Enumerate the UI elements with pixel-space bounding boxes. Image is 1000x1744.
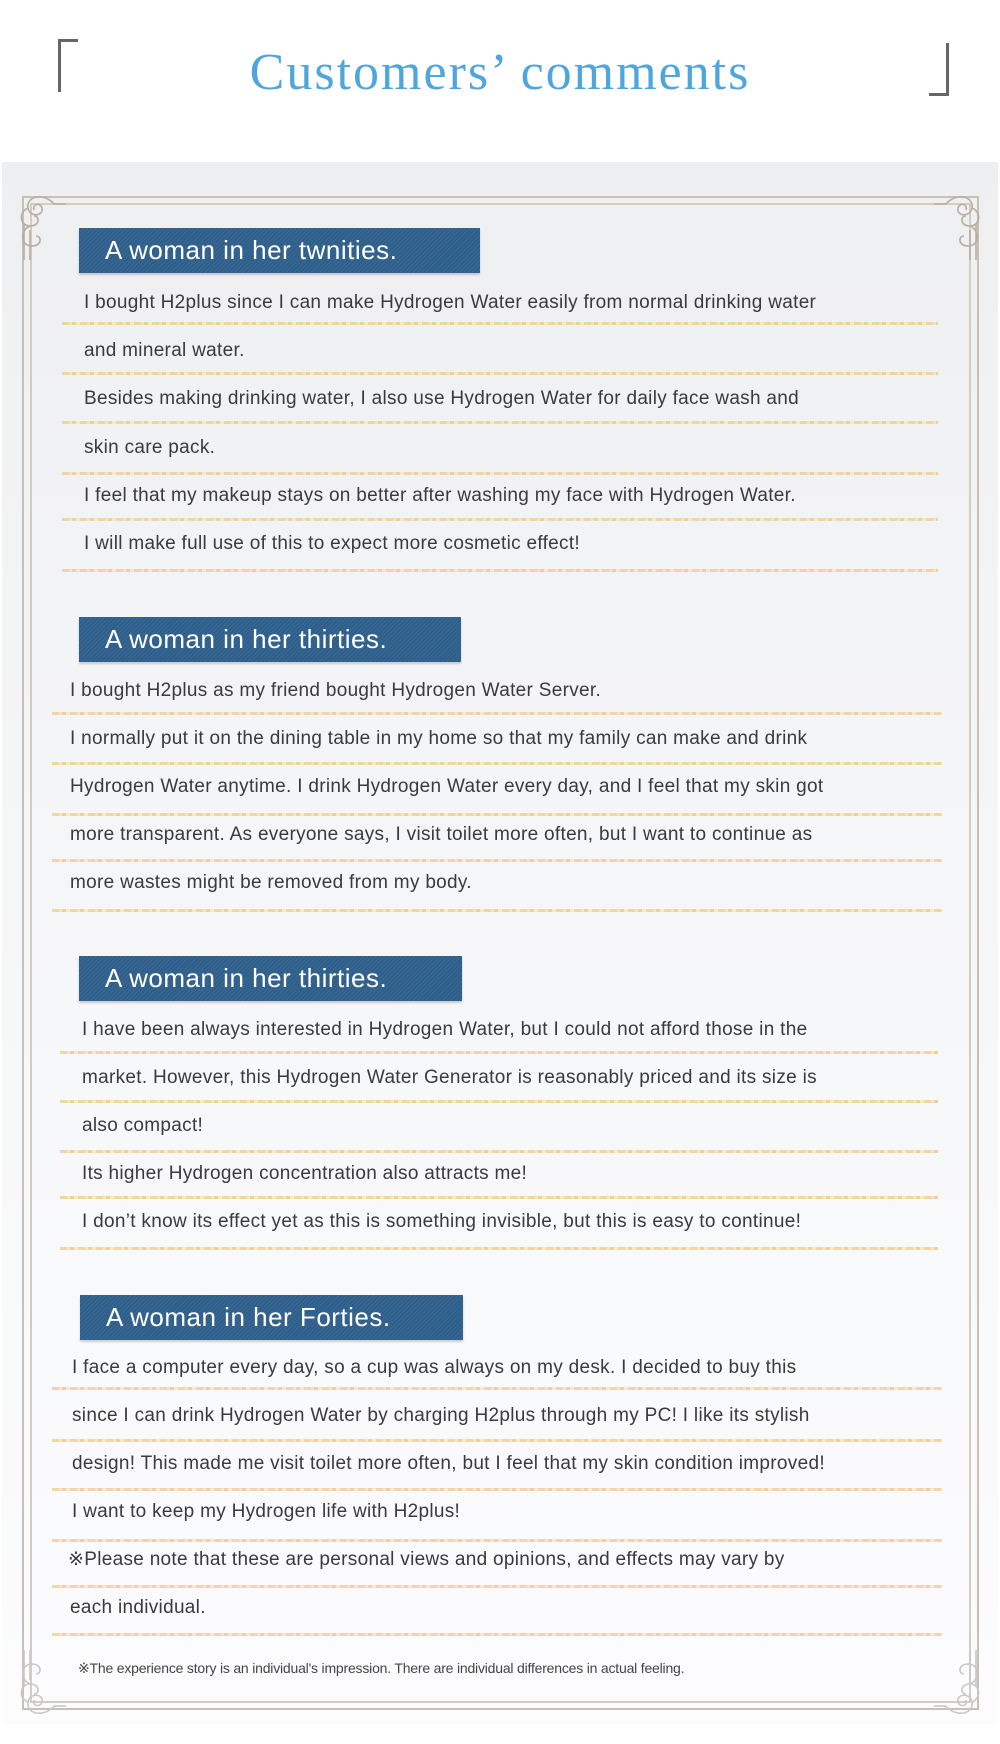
comment-line: Besides making drinking water, I also use Hydrogen Water for daily face wash and — [84, 388, 800, 409]
comment-line: I normally put it on the dining table in my home so that my family can make and drink — [70, 728, 808, 749]
comment-line: I bought H2plus since I can make Hydrogen Water easily from normal drinking water — [84, 292, 817, 313]
dotted-underline — [52, 909, 942, 912]
disclaimer-footnote: ※The experience story is an individual's impression. There are individual differences in actual feeling. — [78, 1660, 685, 1676]
comment-line: skin care pack. — [84, 437, 216, 458]
comment-line: I don’t know its effect yet as this is something invisible, but this is easy to continue! — [82, 1211, 802, 1232]
title-area — [0, 0, 1000, 160]
dotted-underline — [60, 1051, 938, 1054]
dotted-underline — [60, 1247, 938, 1250]
dotted-underline — [62, 372, 938, 375]
section-heading: A woman in her thirties. — [79, 617, 461, 662]
comment-line: since I can drink Hydrogen Water by charging H2plus through my PC! I like its stylish — [72, 1405, 810, 1426]
comment-line: market. However, this Hydrogen Water Generator is reasonably priced and its size is — [82, 1067, 817, 1088]
comment-line: I want to keep my Hydrogen life with H2plus! — [72, 1501, 461, 1522]
comment-line: Its higher Hydrogen concentration also attracts me! — [82, 1163, 528, 1184]
section-heading: A woman in her thirties. — [79, 956, 462, 1001]
dotted-underline — [52, 1439, 942, 1442]
comment-line: more wastes might be removed from my body. — [70, 872, 472, 893]
page-title: Customers’ comments — [249, 44, 751, 101]
section-heading: A woman in her twnities. — [79, 228, 480, 273]
comment-line: also compact! — [82, 1115, 204, 1136]
dotted-underline — [52, 1488, 942, 1491]
section-heading: A woman in her Forties. — [80, 1295, 463, 1340]
dotted-underline — [62, 472, 938, 475]
comment-line: I have been always interested in Hydrogen Water, but I could not afford those in the — [82, 1019, 808, 1040]
dotted-underline — [60, 1150, 938, 1153]
dotted-underline — [60, 1196, 938, 1199]
ornament-corner-icon — [14, 190, 66, 260]
comment-line: I will make full use of this to expect more cosmetic effect! — [84, 533, 581, 554]
comment-line: and mineral water. — [84, 340, 245, 361]
dotted-underline — [60, 1100, 938, 1103]
dotted-underline — [52, 712, 942, 715]
dotted-underline — [62, 322, 938, 325]
comment-line: Hydrogen Water anytime. I drink Hydrogen Water every day, and I feel that my skin got — [70, 776, 824, 797]
comment-line: design! This made me visit toilet more often, but I feel that my skin condition improved! — [72, 1453, 825, 1474]
dotted-underline — [62, 569, 938, 572]
comment-line: I feel that my makeup stays on better after washing my face with Hydrogen Water. — [84, 485, 796, 506]
comment-line: I bought H2plus as my friend bought Hydrogen Water Server. — [70, 680, 602, 701]
comment-line: I face a computer every day, so a cup was always on my desk. I decided to buy this — [72, 1357, 797, 1378]
dotted-underline — [52, 859, 942, 862]
ornament-corner-icon — [14, 1650, 66, 1720]
dotted-underline — [52, 762, 942, 765]
dotted-underline — [52, 1387, 942, 1390]
ornament-corner-icon — [934, 1650, 986, 1720]
comment-line: each individual. — [70, 1597, 206, 1618]
right-corner-bracket-icon — [929, 43, 949, 96]
comment-line: ※Please note that these are personal views and opinions, and effects may vary by — [68, 1549, 785, 1570]
dotted-underline — [52, 1633, 942, 1636]
dotted-underline — [62, 518, 938, 521]
comment-line: more transparent. As everyone says, I visit toilet more often, but I want to continue as — [70, 824, 813, 845]
ornament-corner-icon — [934, 190, 986, 260]
dotted-underline — [62, 421, 938, 424]
